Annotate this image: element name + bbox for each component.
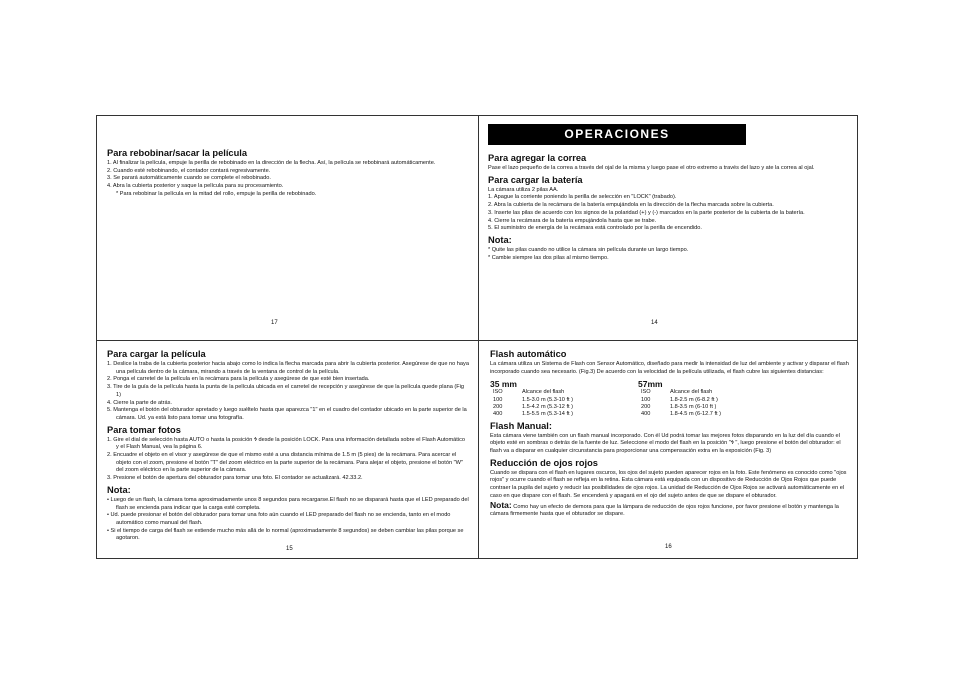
photo-note: • Luego de un flash, la cámara toma aproximadamente unos 8 segundos para recargarse.El flash no se disparará hasta que el LED preparado del flash se encienda para indicar que la carga esté completa. — [107, 496, 469, 511]
load-film-step: 5. Mantenga el botón del obturador apretado y luego suéltelo hasta que aparezca "1" en el cuadro del contador ubicado en la parte superior de la cámara. Ud. ya está listo para tomar una fotografía. — [107, 407, 467, 421]
red-eye-title: Reducción de ojos rojos — [490, 457, 598, 468]
load-film-title: Para cargar la película — [107, 349, 206, 359]
table-cell-iso: 100 — [641, 396, 651, 403]
red-eye-note-title: Nota: — [490, 499, 512, 510]
page-number-14: 14 — [651, 320, 658, 326]
rewind-step: 3. Se parará automáticamente cuando se complete el rebobinado. — [107, 175, 271, 182]
page-16 — [490, 347, 852, 555]
table-row — [638, 397, 786, 404]
rewind-steps — [107, 160, 469, 199]
battery-intro: La cámara utiliza 2 pilas AA. — [488, 186, 559, 193]
load-film-steps — [107, 361, 469, 423]
red-eye-text: Cuando se dispara con el flash en lugares oscuros, los ojos del sujeto pueden aparecer rojos en la foto. Este fenómeno es conocido como "ojos rojos" y ocurre cuando el flash se refleja en la retina. Esta cámara está equipada con un dispositivo de Reducción de Ojos Rojos que puede contraer la pupila del sujeto y reducir las posibilidades de ojos rojos. La unidad de Reducción de Ojos Rojos se activará automáticamente en el caso en que dispare con el flash. Se encenderá y apagará en el ojo del sujeto antes de que se dispare el obturador. — [490, 469, 847, 499]
strap-text: Pase el lazo pequeño de la correa a través del ojal de la misma y luego pase el otro extremo a través del lazo y ate la correa al ojal. — [488, 165, 815, 171]
rewind-step: 4. Abra la cubierta posterior y saque la película para su procesamiento. — [107, 183, 284, 190]
table-cell-range: 1.5-3.0 m (5.3-10 ft ) — [522, 396, 573, 403]
take-photo-step: 2. Encuadre el objeto en el visor y asegúrese de que el mismo esté a una distancia mínima de 1.5 m (5 pies) de la recámara. Para acercar el objeto con el zoom, presione el botón "T" del zoom eléctrico en la parte superior de la recámara. Para alejar el objeto, presione el botón "W" del zoom eléctrico en la parte superior de la cámara. — [107, 452, 463, 474]
flash-table-title: 35 mm — [490, 379, 517, 390]
auto-flash-title: Flash automático — [490, 349, 567, 359]
table-cell-iso: 400 — [641, 411, 651, 418]
battery-step: 5. El suministro de energía de la recámara está controlado por la perilla de encendido. — [488, 225, 702, 232]
manual-sheet — [96, 115, 858, 559]
load-film-step: 3. Tire de la guía de la película hasta la punta de la película ubicada en el carretel de recepción y asegúrese de que la película quede plana (Fig 1) — [107, 384, 464, 398]
battery-notes — [488, 247, 850, 262]
manual-flash-title: Flash Manual: — [490, 420, 552, 431]
flash-table-57mm — [638, 379, 786, 418]
battery-step: 2. Abra la cubierta de la recámara de la batería empujándola en la dirección de la flecha marcada sobre la cubierta. — [488, 202, 774, 209]
battery-note-title: Nota: — [488, 234, 512, 245]
battery-step: 4. Cierre la recámara de la batería empujándola hasta que se trabe. — [488, 217, 657, 224]
manual-flash-text-part: ", luego presione el botón del obturador: el flash va a disparar en cualquier circunstancia para proporcionar una compensación extra en la exposición (Fig. 3) — [490, 440, 841, 454]
red-eye-note-text: Como hay un efecto de demora para que la lámpara de reducción de ojos rojos funcione, por favor presione el botón y mantenga la cámara firmemente hasta que el obturador se dispare. — [490, 503, 839, 518]
take-photo-step — [107, 437, 469, 452]
strap-title: Para agregar la correa — [488, 153, 587, 163]
table-row — [490, 397, 638, 404]
page-17 — [107, 146, 469, 336]
table-header-range: Alcance del flash — [670, 389, 713, 396]
flash-icon: ϟ — [253, 436, 257, 443]
load-film-step: 1. Deslice la traba de la cubierta posterior hacia abajo como lo indica la flecha marcada para abrir la cubierta posterior. Asegúrese de que no haya una película dentro de la cámara, mirando a través de la ventana de control de la película. — [107, 361, 469, 375]
vertical-divider — [478, 116, 479, 558]
rewind-note: * Para rebobinar la película en la mitad del rollo, empuje la perilla de rebobinado. — [116, 190, 317, 197]
operaciones-banner: OPERACIONES — [488, 124, 746, 145]
table-row — [490, 404, 638, 411]
table-cell-iso: 200 — [641, 404, 651, 410]
table-row — [638, 411, 786, 418]
table-row — [638, 404, 786, 411]
battery-step: 1. Apague la corriente poniendo la perilla de selección en "LOCK" (trabado). — [488, 194, 677, 201]
load-film-step: 2. Ponga el carretel de la película en la recámara para la película y asegúrese de que esté bien insertada. — [107, 376, 370, 383]
flash-icon: ϟ — [730, 440, 734, 447]
take-photo-step-text: desde la posición LOCK. Para una información detallada sobre el Flash Automático y el Flash Manual, vea la página 6. — [116, 436, 465, 451]
horizontal-divider — [97, 340, 857, 341]
page-15 — [107, 347, 469, 555]
table-header-range: Alcance del flash — [522, 389, 565, 396]
battery-step: 3. Inserte las pilas de acuerdo con los signos de la polaridad (+) y (-) marcados en la parte posterior de la cubierta de la batería. — [488, 209, 805, 216]
flash-table-header — [490, 389, 638, 396]
take-photo-title: Para tomar fotos — [107, 424, 181, 435]
table-header-iso: ISO — [493, 389, 503, 396]
table-cell-iso: 100 — [493, 396, 503, 403]
take-photo-step-text: 1. Gire el dial de selección hasta AUTO o hasta la posición — [107, 436, 254, 443]
red-eye-note — [490, 499, 852, 519]
photo-note: • Ud. puede presionar el botón del obturador para tomar una foto aún cuando el LED preparado del flash no se encienda, tanto en el modo automático como manual del flash. — [107, 512, 451, 526]
rewind-step: 2. Cuando esté rebobinando, el contador contará regresivamente. — [107, 167, 271, 174]
rewind-title: Para rebobinar/sacar la película — [107, 148, 248, 158]
flash-table-35mm — [490, 379, 638, 418]
table-cell-iso: 400 — [493, 411, 503, 418]
table-cell-range: 1.8-3.5 m (6-10 ft ) — [670, 404, 717, 410]
photo-note-title: Nota: — [107, 484, 131, 495]
flash-range-tables — [490, 379, 852, 418]
table-cell-range: 1.8-4.5 m (6-12.7 ft ) — [670, 411, 721, 418]
take-photo-steps — [107, 437, 469, 483]
table-row — [490, 411, 638, 418]
page-number-16: 16 — [665, 544, 672, 550]
photo-note: • Si el tiempo de carga del flash se extiende mucho más allá de lo normal (aproximadamente 8 segundos) se deben cambiar las pilas porque se agotaron. — [107, 527, 464, 542]
auto-flash-text: La cámara utiliza un Sistema de Flash con Sensor Automático, diseñado para medir la intensidad de luz del ambiente y activar y disparar el flash incorporado cuando sea necesario. (Fig.3) De acuerdo con la velocidad de la película utilizada, el flash cubre las siguientes distancias: — [490, 361, 849, 375]
battery-title: Para cargar la batería — [488, 174, 583, 185]
table-cell-range: 1.5-4.2 m (5.3-12 ft ) — [522, 404, 573, 410]
battery-steps — [488, 194, 850, 233]
page-number-15: 15 — [286, 546, 293, 552]
flash-table-header — [638, 389, 786, 396]
take-photo-step: 3. Presione el botón de apertura del obturador para tomar una foto. El contador se actualizará. 42.33.2. — [107, 475, 363, 482]
photo-notes — [107, 497, 469, 543]
manual-flash-text — [490, 433, 852, 456]
page-number-17: 17 — [271, 320, 278, 326]
page-14 — [488, 124, 850, 336]
battery-note: * Quite las pilas cuando no utilice la cámara sin película durante un largo tiempo. — [488, 246, 689, 253]
table-cell-iso: 200 — [493, 404, 503, 410]
table-header-iso: ISO — [641, 389, 651, 396]
table-cell-range: 1.8-2.5 m (6-8.2 ft ) — [670, 396, 718, 403]
rewind-step: 1. Al finalizar la película, empuje la perilla de rebobinado en la dirección de la flecha. Así, la película se rebobinará automáticamente. — [107, 160, 436, 166]
load-film-step: 4. Cierre la parte de atrás. — [107, 399, 172, 406]
battery-note: * Cambie siempre las dos pilas al mismo tiempo. — [488, 254, 609, 261]
table-cell-range: 1.5-5.5 m (5.3-14 ft ) — [522, 411, 573, 418]
flash-table-title: 57mm — [638, 379, 663, 390]
manual-flash-text-part: Esta cámara viene también con un flash manual incorporado. Con él Ud podrá tomar las mejores fotos disparando en la luz del día cuando el objeto esté en sombras o detrás de la fuente de luz. Seleccione el modo del flash en la posición " — [490, 432, 840, 447]
